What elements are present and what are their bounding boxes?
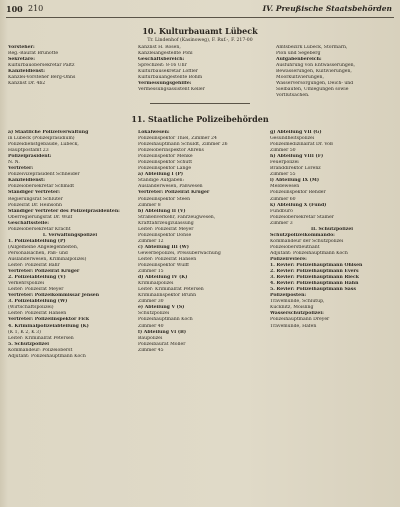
text-line: i) Abteilung IX (M): [270, 178, 320, 184]
text-line: Kanzlei-Vorsteher Berg-Ohns: [8, 75, 76, 81]
section-10-left-column: [8, 45, 128, 87]
section-10-right-column: [276, 45, 394, 99]
text-line: Travemünde, Schlutup,: [270, 299, 325, 305]
text-line: Zimmer 12: [138, 238, 164, 244]
text-line: Polizeiinspektor Wulff: [138, 263, 189, 269]
section-10-middle-column: [138, 45, 266, 93]
text-line: Adjutant: Polizeihauptmann Koch: [8, 353, 86, 359]
text-line: Zimmer 60: [270, 196, 296, 202]
text-line: Vertreter: Polizeikommissar Jensen: [8, 293, 100, 299]
text-line: 3. Polizeiabteilung (W): [8, 299, 68, 305]
text-line: Gesundheitspolizei: [270, 136, 315, 142]
text-line: Kommandeur der Schutzpolizei: [270, 238, 344, 244]
text-line: Oberregierungsrat Dr. Wulf: [8, 214, 73, 220]
text-line: in Lübeck (Polizeipräsidium): [8, 136, 75, 142]
text-line: Vertreter: Polizeirat Krüger: [138, 190, 210, 196]
text-line: Polizeibaurat Möller: [138, 341, 186, 347]
text-line: b) Abteilung II (V): [138, 208, 186, 214]
text-line: Zimmer 40: [138, 323, 164, 329]
running-title: IV. Preußische Staatsbehörden: [262, 4, 392, 13]
text-line: Polizeivizepräsident Schneider: [8, 172, 80, 178]
text-line: Hauptpostamt 23: [8, 148, 49, 154]
text-line: Leiter: Polizeirat Meyer: [138, 226, 194, 232]
text-line: Kanzleidienst:: [8, 69, 45, 75]
text-line: Leiter: Kriminalrat Petersen: [8, 335, 74, 341]
text-line: 1. Polizeiabteilung (P): [8, 238, 66, 244]
text-line: Vertreter: Polizeiinspektor Fick: [8, 317, 90, 323]
text-line: Zimmer 30: [138, 299, 164, 305]
section-divider: [150, 103, 250, 104]
text-line: Schutzpolizei: [138, 311, 170, 317]
text-line: Polizeiobersekretär Stamer: [270, 214, 334, 220]
text-line: Polizeiinspektor Schütt: [138, 160, 193, 166]
text-line: Polizeioberinspektor Ahrens: [138, 148, 204, 154]
text-line: a) Abteilung I (P): [138, 172, 184, 178]
text-line: Zimmer 3: [270, 220, 293, 226]
text-line: Vorflutsachen.: [276, 93, 310, 99]
text-line: Leiter: Polizeirat Bahr: [8, 263, 60, 269]
text-line: Wasserschutzpolizei:: [270, 311, 324, 317]
text-line: Feuerpolizei: [270, 160, 299, 166]
text-line: Sielbauten, Umlegungen sowie: [276, 87, 349, 93]
text-line: a) Staatliche Polizeiverwaltung: [8, 130, 89, 135]
text-line: Reg.-Baurat Brunotte: [8, 51, 59, 57]
text-line: c) Abteilung III (W): [138, 244, 189, 250]
page-header: [6, 4, 394, 18]
text-line: k) Abteilung X (Fund): [270, 202, 327, 208]
text-line: 1. Revier: Polizeihauptmann Ohlsen: [270, 263, 363, 269]
text-line: Kücknitz, Moisling: [270, 305, 314, 311]
text-line: Kanzlist Dr. 4b2: [8, 81, 46, 87]
text-line: Moorkultivierungen,: [276, 75, 324, 81]
page-number: 100: [6, 4, 23, 14]
text-line: Vermessungsgehilfe:: [138, 81, 192, 87]
text-line: Ausländerwesen, Kriminalpolizei): [8, 256, 87, 262]
text-line: Kanzleidienst:: [8, 178, 45, 184]
text-line: Ständige Aufgaben:: [138, 178, 185, 184]
text-line: Kriminalpolizei: [138, 281, 174, 287]
text-line: f) Abteilung VI (B): [138, 329, 187, 335]
text-line: 5. Revier: Polizeihauptmann Sass: [270, 287, 356, 293]
text-line: Polizeiinspektor Thiel, Zimmer 24: [138, 136, 217, 142]
section-10-title: 10. Kulturbauamt Lübeck: [142, 26, 258, 36]
text-line: 5. Schutzpolizei: [8, 341, 49, 347]
text-line: Sprechzeit: 8-16 Uhr: [138, 63, 187, 69]
text-line: Vertreter:: [8, 166, 34, 172]
text-line: Fundbüro: [270, 208, 293, 214]
section-11-title: 11. Staatliche Polizeibehörden: [131, 114, 269, 124]
text-line: Verkehrspolizei: [8, 281, 45, 287]
text-line: II. Schutzpolizei: [310, 226, 354, 232]
text-line: Adjutant: Polizeihauptmann Koch: [270, 250, 348, 256]
text-line: Polizeirat Dr. Heinsohn: [8, 202, 62, 208]
text-line: Zimmer 45: [138, 347, 164, 353]
text-line: (Allgemeine Angelegenheiten,: [8, 244, 79, 250]
text-line: Personalsachen, Paß- und: [8, 250, 68, 256]
text-line: Geschäftsbereich:: [138, 57, 185, 63]
text-line: Leiter: Kriminalrat Petersen: [138, 287, 204, 293]
text-line: 2. Revier: Polizeihauptmann Evers: [270, 269, 359, 275]
text-line: Gewerbepolizei, Preisüberwachung: [138, 250, 221, 256]
text-line: Polizeidienstgebäude, Lübeck,: [8, 142, 79, 148]
text-line: Schutzpolizeikommando:: [270, 232, 335, 238]
text-line: Polizeiinspektor Lange: [138, 166, 192, 172]
text-line: Kulturbauangestellte Böhm: [138, 75, 203, 81]
text-line: Vertreter: Polizeirat Krüger: [8, 269, 80, 275]
text-line: Aufgabenbereich:: [276, 57, 322, 63]
text-line: Baupolizei: [138, 335, 163, 341]
text-line: Polizeipräsident:: [8, 154, 52, 160]
text-line: Leiter: Polizeirat Meyer: [8, 287, 64, 293]
text-line: Kanzleiangestellte Pohl: [138, 51, 193, 57]
text-line: Meldewesen: [270, 184, 300, 190]
text-line: Polizeiinspektor Dohse: [138, 232, 192, 238]
text-line: Polizeihauptmann Schuldt, Zimmer 26: [138, 142, 228, 148]
text-line: Ausländerwesen, Paßwesen: [138, 184, 203, 190]
text-line: Plön und Segeberg: [276, 51, 321, 57]
text-line: Polizeireviere:: [270, 256, 307, 262]
text-line: Zimmer 50: [270, 148, 296, 154]
text-line: Amtsbezirk Lübeck, Stormarn,: [276, 45, 348, 50]
text-line: Wasserversorgungen, Deich- und: [276, 81, 354, 87]
text-line: g) Abteilung VII (G): [270, 130, 322, 135]
text-line: Polizeiinspektor Menke: [138, 154, 193, 160]
section-11-column-3: [270, 130, 394, 330]
text-line: Kulturbauobersekretär Paltz: [8, 63, 75, 69]
text-line: Bewässerungen, Kultivierungen,: [276, 69, 352, 75]
text-line: h) Abteilung VIII (F): [270, 154, 324, 160]
text-line: Polizeioberstleutnant: [270, 244, 320, 250]
page-number-secondary: 210: [28, 4, 44, 13]
header-rule: [6, 17, 394, 18]
text-line: N. N.: [8, 160, 20, 166]
text-line: Polizeiobersekretär Kracht: [8, 226, 71, 232]
text-line: e) Abteilung V (S): [138, 305, 185, 311]
text-line: Polizeiobersekretär Schmidt: [8, 184, 75, 190]
text-line: Polizeiinspektor Steen: [138, 196, 191, 202]
text-line: 3. Revier: Polizeihauptmann Rieck: [270, 275, 359, 281]
text-line: Leiter: Polizeirat Hansen: [8, 311, 67, 317]
text-line: Travemünde, Hafen: [270, 323, 317, 329]
text-line: Kanzlist H. Rosen,: [138, 45, 181, 50]
text-line: Branddirektor Lorenz: [270, 166, 321, 172]
text-line: Polizeihauptmann Koch: [138, 317, 193, 323]
text-line: Zimmer 8: [138, 202, 161, 208]
text-line: (K 1, K 2, K 3): [8, 329, 41, 335]
text-line: Ständiger Vertreter des Polizeipräsidenten:: [8, 208, 120, 214]
text-line: Straßenverkehr, Fahrzeugwesen,: [138, 214, 216, 220]
text-line: Lokalwesen:: [138, 130, 170, 135]
text-line: Zimmer 15: [138, 269, 164, 275]
text-line: I. Verwaltungspolizei: [42, 232, 98, 238]
text-line: 2. Polizeiabteilung (V): [8, 275, 66, 281]
text-line: Kraftfahrzeugzulassung: [138, 220, 194, 226]
text-line: Ausführung von Entwässerungen,: [276, 63, 355, 69]
section-11-column-2: [138, 130, 264, 354]
text-line: Polizeiinspektor Rehder: [270, 190, 326, 196]
text-line: Kommandeur: Polizeioberst: [8, 347, 73, 353]
text-line: Kriminalinspektor Bruhn: [138, 293, 197, 299]
text-line: Geschäftsstelle:: [8, 220, 49, 226]
text-line: (Wirtschaftspolizei): [8, 305, 54, 311]
text-line: Vermessungsassistent Keller: [138, 87, 205, 93]
text-line: Sekretäre:: [8, 57, 35, 63]
text-line: 4. Kriminalpolizeiabteilung (K): [8, 323, 89, 329]
text-line: Ständiger Vertreter:: [8, 190, 60, 196]
text-line: Polizeiposten:: [270, 293, 307, 299]
text-line: Polizeimedizinalrat Dr. Voß: [270, 142, 334, 148]
text-line: Kulturbausekretär Löffler: [138, 69, 198, 75]
text-line: 4. Revier: Polizeihauptmann Hahn: [270, 281, 359, 287]
text-line: Leiter: Polizeirat Hansen: [138, 256, 197, 262]
section-11-column-1: [8, 130, 132, 360]
text-line: Polizeihauptmann Dreyer: [270, 317, 330, 323]
section-10-subtitle: Tr. Lindenhof (Kasinoweg), F. Ruf.-, F. 217-00: [147, 38, 253, 43]
text-line: Regierungsrat Schlüter: [8, 196, 63, 202]
text-line: Vorsteher:: [8, 45, 35, 50]
text-line: d) Abteilung IV (K): [138, 275, 188, 281]
text-line: Zimmer 55: [270, 172, 296, 178]
